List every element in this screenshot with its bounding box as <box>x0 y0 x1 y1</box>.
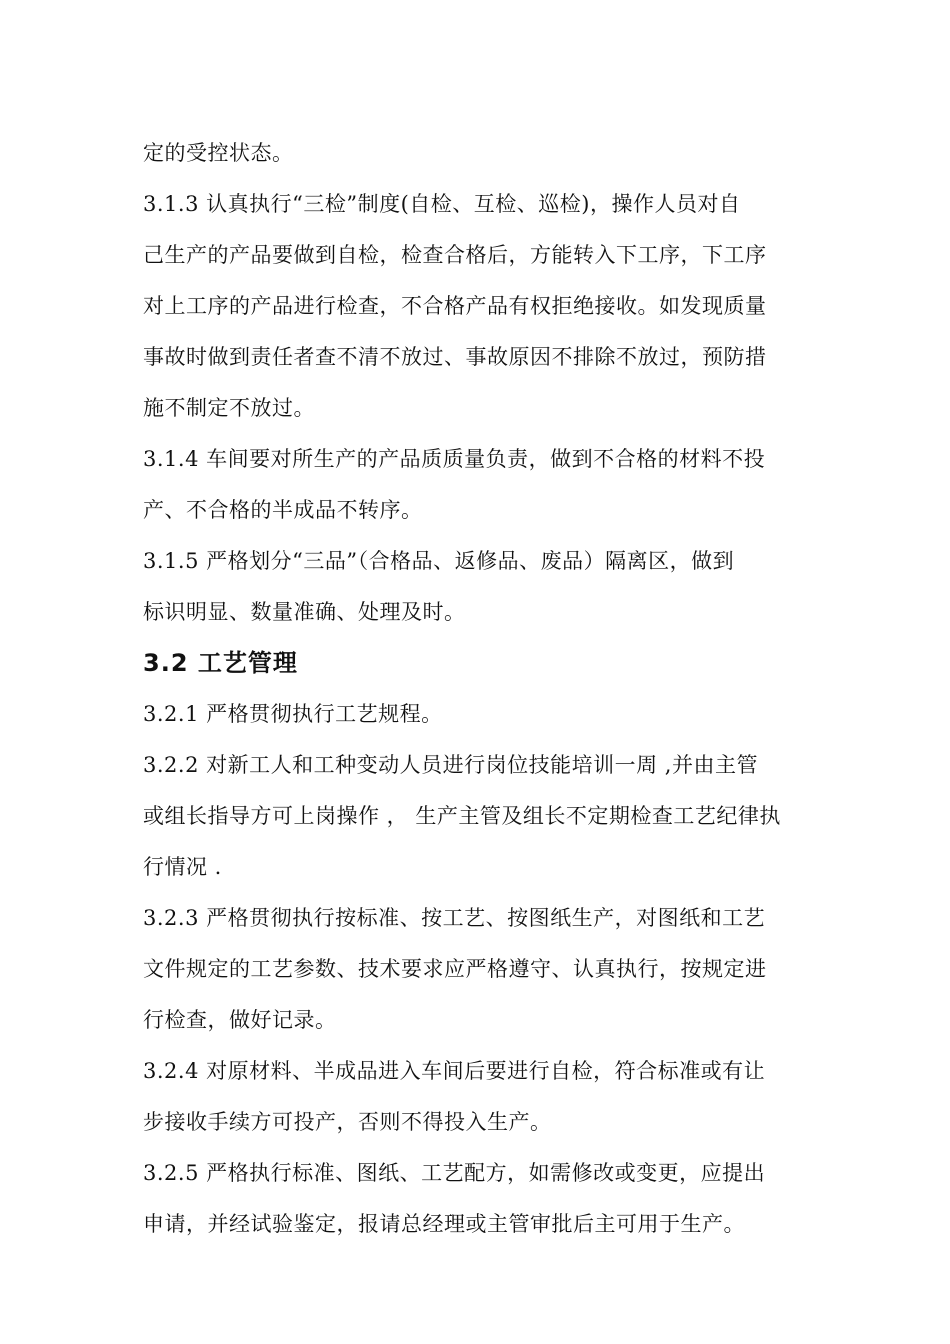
text-line: 3.2.5 严格执行标准、图纸、工艺配方，如需修改或变更，应提出 <box>143 1161 766 1185</box>
section-heading: 3.2 工艺管理 <box>143 649 298 677</box>
text-line: 对上工序的产品进行检查，不合格产品有权拒绝接收。如发现质量 <box>143 294 767 318</box>
text-line: 行情况 . <box>143 855 222 879</box>
text-line: 3.1.4 车间要对所生产的产品质质量负责，做到不合格的材料不投 <box>143 447 766 471</box>
document-body <box>143 128 807 1250</box>
text-line: 定的受控状态。 <box>143 141 294 165</box>
text-line: 产、不合格的半成品不转序。 <box>143 498 423 522</box>
text-line: 3.2.4 对原材料、半成品进入车间后要进行自检，符合标准或有让 <box>143 1059 766 1083</box>
text-line: 3.2.2 对新工人和工种变动人员进行岗位技能培训一周 ,并由主管 <box>143 753 758 777</box>
text-line: 文件规定的工艺参数、技术要求应严格遵守、认真执行，按规定进 <box>143 957 767 981</box>
text-line: 标识明显、数量准确、处理及时。 <box>143 600 466 624</box>
text-line: 3.2.1 严格贯彻执行工艺规程。 <box>143 702 443 726</box>
text-line: 申请，并经试验鉴定，报请总经理或主管审批后主可用于生产。 <box>143 1212 745 1236</box>
text-line: 事故时做到责任者查不清不放过、事故原因不排除不放过，预防措 <box>143 345 767 369</box>
text-line: 行检查，做好记录。 <box>143 1008 337 1032</box>
text-line: 己生产的产品要做到自检，检查合格后，方能转入下工序，下工序 <box>143 243 767 267</box>
text-line: 3.2.3 严格贯彻执行按标准、按工艺、按图纸生产，对图纸和工艺 <box>143 906 766 930</box>
text-line: 施不制定不放过。 <box>143 396 315 420</box>
text-line: 3.1.5 严格划分“三品”（合格品、返修品、废品）隔离区，做到 <box>143 549 735 573</box>
text-line: 步接收手续方可投产，否则不得投入生产。 <box>143 1110 552 1134</box>
text-line: 或组长指导方可上岗操作 ， 生产主管及组长不定期检查工艺纪律执 <box>143 804 781 828</box>
text-line: 3.1.3 认真执行“三检”制度(自检、互检、巡检)，操作人员对自 <box>143 192 741 216</box>
